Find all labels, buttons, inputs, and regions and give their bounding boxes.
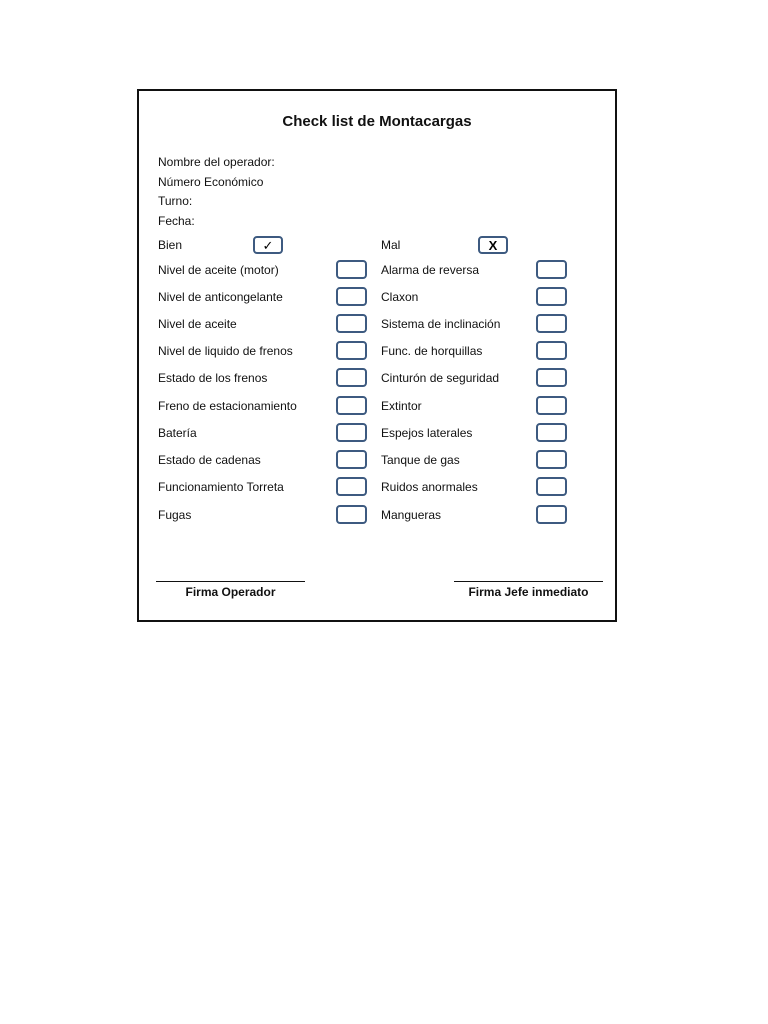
- right-item-checkbox[interactable]: [536, 260, 567, 279]
- right-item-label: Extintor: [381, 399, 422, 413]
- right-item-label: Alarma de reversa: [381, 263, 480, 277]
- right-item-checkbox[interactable]: [536, 450, 567, 469]
- legend-good-label: Bien: [158, 238, 183, 252]
- right-item-checkbox[interactable]: [536, 505, 567, 524]
- check-mark-icon: ✓: [262, 237, 274, 253]
- right-item-checkbox[interactable]: [536, 287, 567, 306]
- left-item-checkbox[interactable]: [336, 450, 367, 469]
- left-item-checkbox[interactable]: [336, 314, 367, 333]
- right-item-label: Espejos laterales: [381, 426, 473, 440]
- right-item-label: Func. de horquillas: [381, 344, 483, 358]
- left-item-checkbox[interactable]: [336, 260, 367, 279]
- left-item-label: Nivel de anticongelante: [158, 290, 283, 304]
- operator-signature-label: Firma Operador: [185, 585, 276, 599]
- left-item-label: Estado de cadenas: [158, 453, 261, 467]
- shift-label: Turno:: [158, 194, 193, 208]
- left-item-checkbox[interactable]: [336, 477, 367, 496]
- left-item-checkbox[interactable]: [336, 287, 367, 306]
- left-item-checkbox[interactable]: [336, 423, 367, 442]
- left-item-checkbox[interactable]: [336, 341, 367, 360]
- left-item-checkbox[interactable]: [336, 368, 367, 387]
- legend-bad-label: Mal: [381, 238, 401, 252]
- right-item-checkbox[interactable]: [536, 368, 567, 387]
- right-item-checkbox[interactable]: [536, 314, 567, 333]
- checklist-sheet: [137, 89, 617, 622]
- operator-name-label: Nombre del operador:: [158, 155, 275, 169]
- operator-signature-line: [156, 581, 305, 582]
- left-item-label: Freno de estacionamiento: [158, 399, 297, 413]
- date-label: Fecha:: [158, 214, 195, 228]
- supervisor-signature-label: Firma Jefe inmediato: [468, 585, 589, 599]
- economic-number-label: Número Económico: [158, 175, 264, 189]
- left-item-label: Estado de los frenos: [158, 371, 268, 385]
- right-item-checkbox[interactable]: [536, 477, 567, 496]
- supervisor-signature-line: [454, 581, 603, 582]
- page-title: Check list de Montacargas: [282, 113, 472, 130]
- right-item-label: Sistema de inclinación: [381, 317, 501, 331]
- left-item-checkbox[interactable]: [336, 396, 367, 415]
- left-item-label: Nivel de aceite (motor): [158, 263, 279, 277]
- legend-good-checkbox[interactable]: [253, 236, 283, 254]
- right-item-checkbox[interactable]: [536, 423, 567, 442]
- left-item-label: Nivel de aceite: [158, 317, 237, 331]
- right-item-checkbox[interactable]: [536, 396, 567, 415]
- x-mark-icon: X: [488, 237, 498, 253]
- left-item-label: Nivel de liquido de frenos: [158, 344, 293, 358]
- legend-bad-checkbox[interactable]: [478, 236, 508, 254]
- left-item-label: Funcionamiento Torreta: [158, 480, 284, 494]
- right-item-label: Claxon: [381, 290, 419, 304]
- left-item-checkbox[interactable]: [336, 505, 367, 524]
- left-item-label: Fugas: [158, 508, 192, 522]
- right-item-label: Ruidos anormales: [381, 480, 478, 494]
- right-item-checkbox[interactable]: [536, 341, 567, 360]
- left-item-label: Batería: [158, 426, 197, 440]
- right-item-label: Cinturón de seguridad: [381, 371, 500, 385]
- right-item-label: Tanque de gas: [381, 453, 460, 467]
- right-item-label: Mangueras: [381, 508, 442, 522]
